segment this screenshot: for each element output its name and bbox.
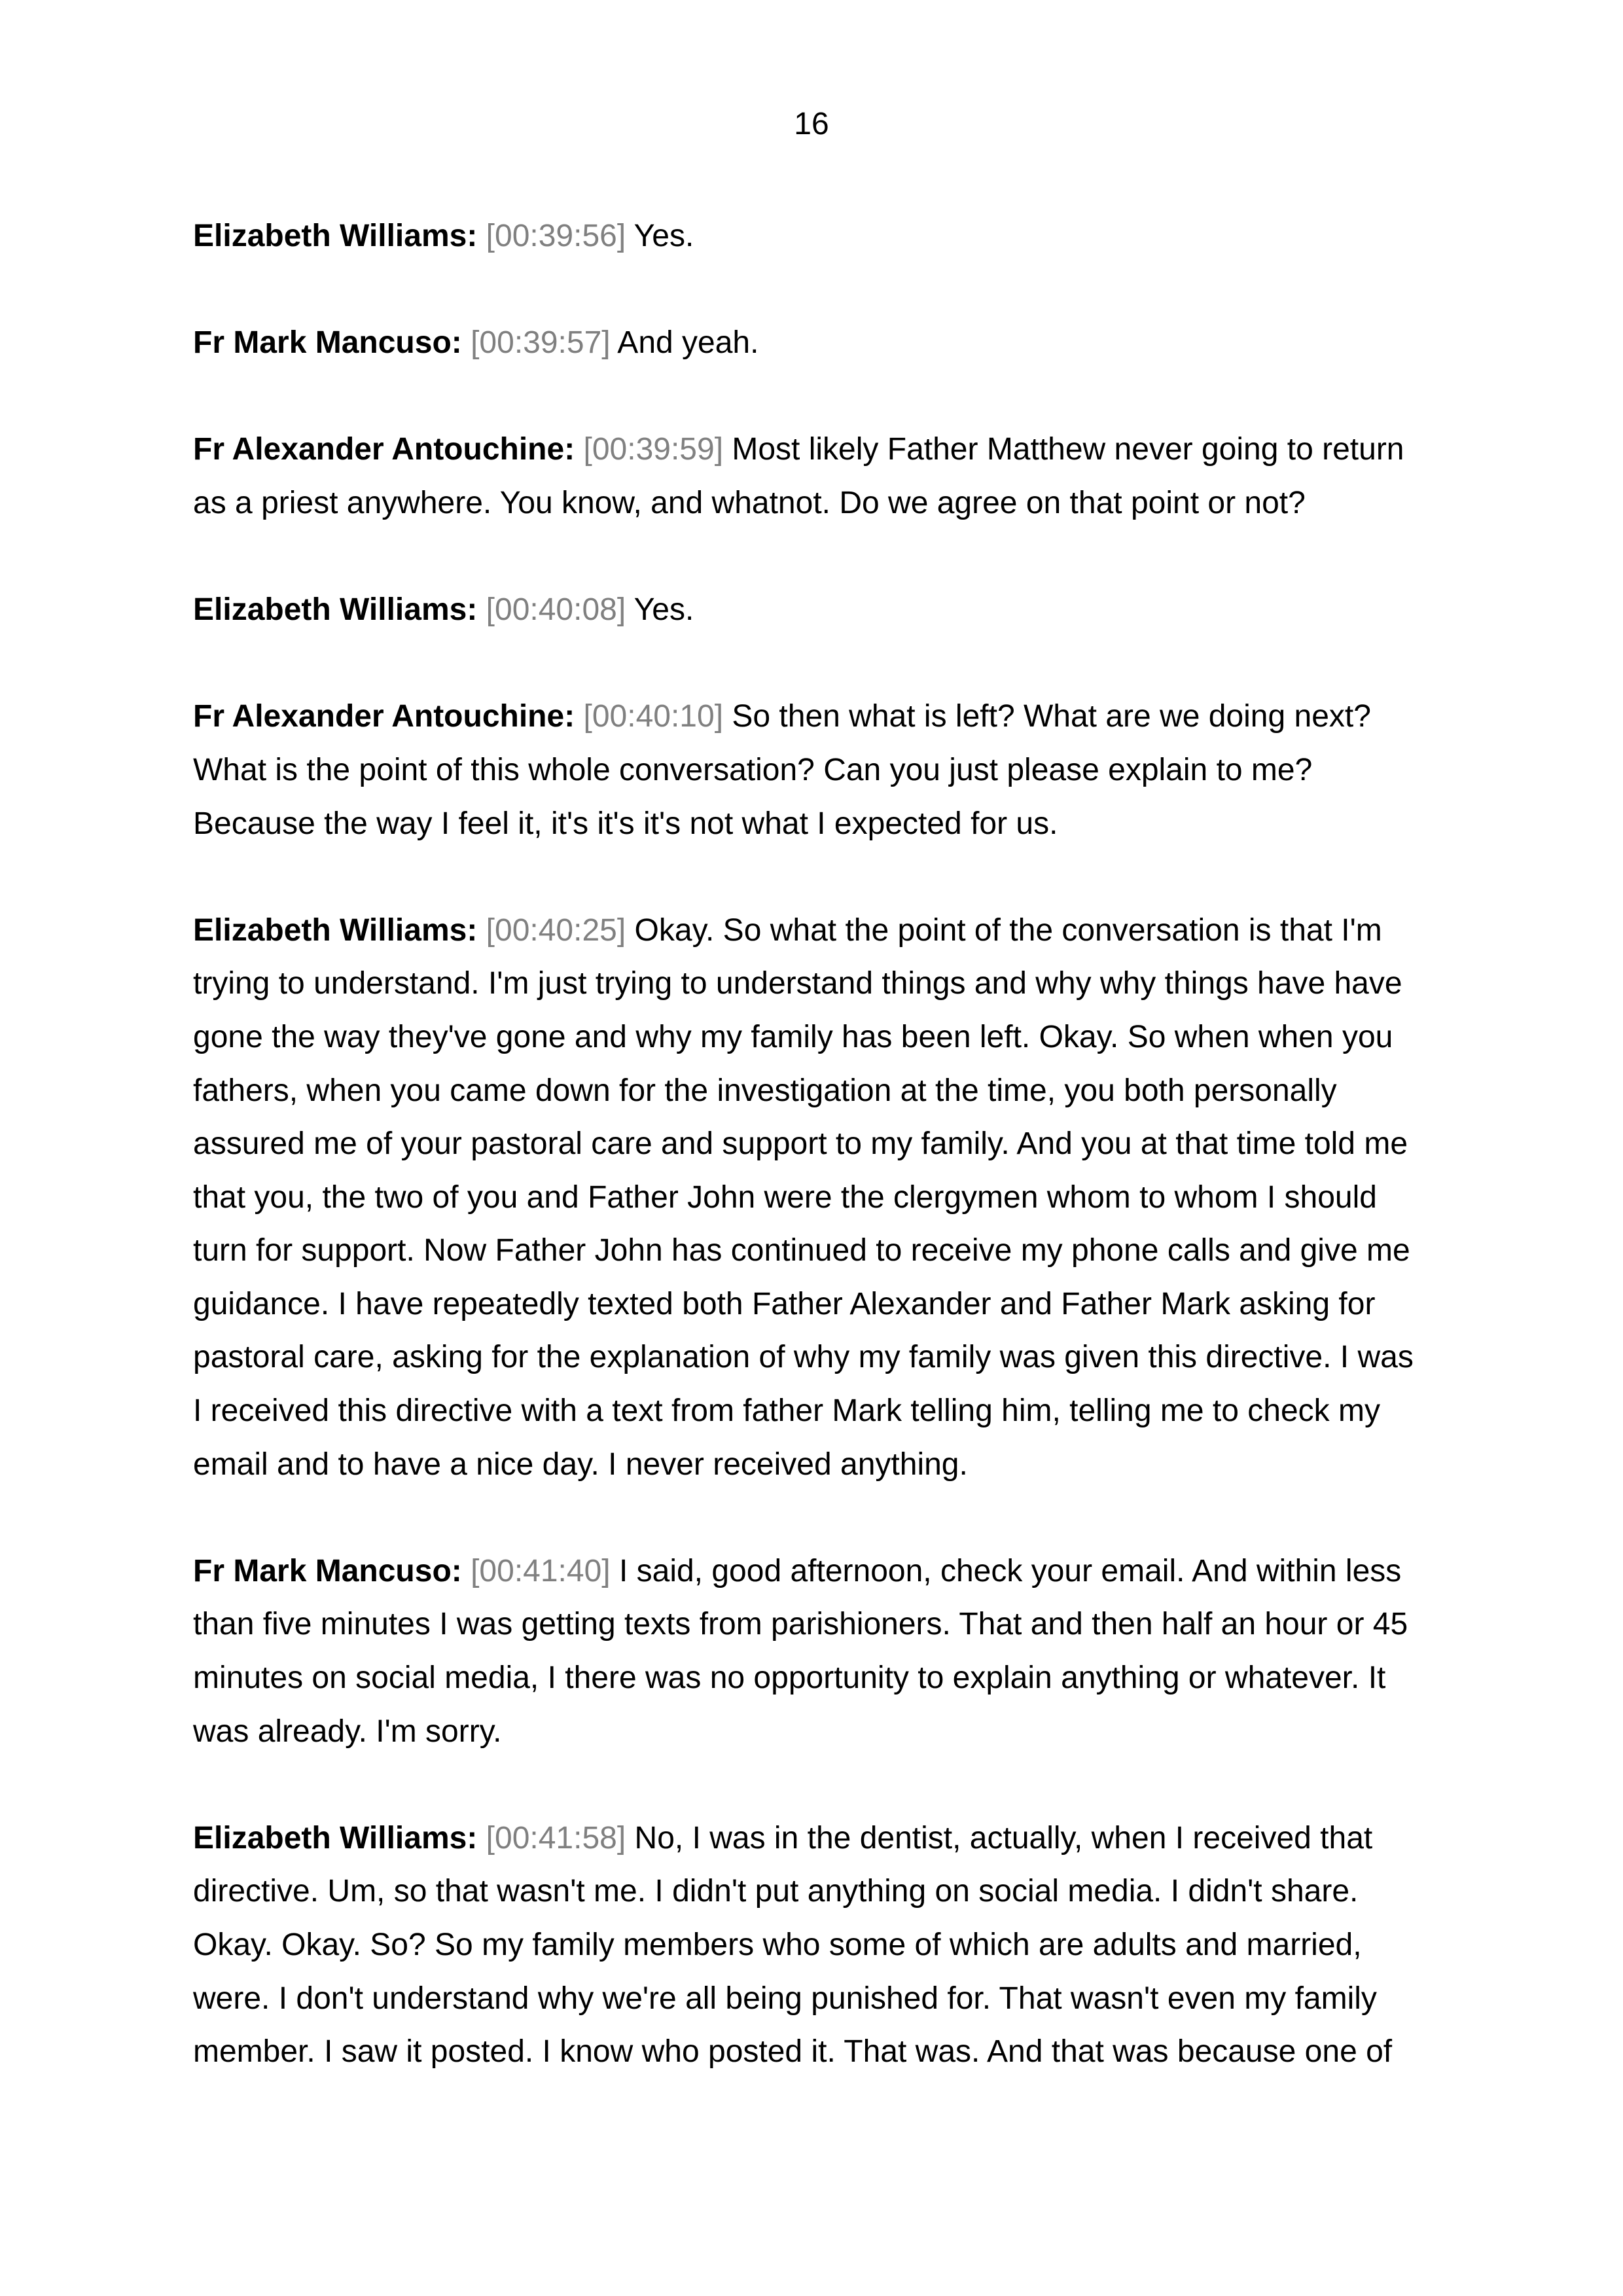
utterance-line: trying to understand. I'm just trying to understand things and why why things have have bbox=[193, 966, 1402, 1001]
utterance-line: member. I saw it posted. I know who posted it. That was. And that was because one of bbox=[193, 2034, 1393, 2070]
entry-first-line bbox=[193, 1812, 1450, 1865]
transcript-entry bbox=[193, 904, 1450, 1492]
utterance-line: Because the way I feel it, it's it's it's not what I expected for us. bbox=[193, 806, 1058, 841]
utterance-line: as a priest anywhere. You know, and whatnot. Do we agree on that point or not? bbox=[193, 485, 1306, 520]
timestamp: [00:41:58] bbox=[486, 1820, 626, 1856]
entry-first-line bbox=[193, 1545, 1450, 1598]
utterance-line: directive. Um, so that wasn't me. I didn't put anything on social media. I didn't share. bbox=[193, 1874, 1359, 1909]
utterance-line: fathers, when you came down for the investigation at the time, you both personally bbox=[193, 1073, 1337, 1108]
utterance-text: Okay. So what the point of the conversation is that I'm bbox=[634, 912, 1382, 948]
timestamp: [00:39:56] bbox=[486, 219, 626, 253]
utterance-line: minutes on social media, I there was no opportunity to explain anything or whatever. It bbox=[193, 1660, 1386, 1696]
utterance-line: were. I don't understand why we're all being punished for. That wasn't even my family bbox=[193, 1981, 1377, 2016]
utterance-text: And yeah. bbox=[617, 325, 759, 361]
entry-first-line bbox=[193, 904, 1450, 958]
utterance-line: email and to have a nice day. I never received anything. bbox=[193, 1446, 968, 1482]
utterance-line: was already. I'm sorry. bbox=[193, 1713, 502, 1749]
transcript-entry bbox=[193, 583, 1450, 637]
speaker-name: Elizabeth Williams: bbox=[193, 912, 478, 948]
timestamp: [00:41:40] bbox=[471, 1553, 611, 1588]
timestamp: [00:40:08] bbox=[486, 592, 626, 628]
transcript bbox=[193, 209, 1450, 2132]
timestamp: [00:40:25] bbox=[486, 912, 626, 948]
utterance-line: gone the way they've gone and why my family has been left. Okay. So when when you bbox=[193, 1019, 1393, 1054]
entry-first-line bbox=[193, 209, 1450, 263]
utterance-line: Okay. Okay. So? So my family members who some of which are adults and married, bbox=[193, 1928, 1362, 1962]
speaker-name: Fr Mark Mancuso: bbox=[193, 325, 462, 361]
utterance-line: that you, the two of you and Father John were the clergymen whom to whom I should bbox=[193, 1179, 1377, 1215]
speaker-name: Fr Alexander Antouchine: bbox=[193, 699, 575, 734]
transcript-entry bbox=[193, 316, 1450, 370]
utterance-text: Yes. bbox=[633, 592, 694, 628]
utterance-line: assured me of your pastoral care and support to my family. And you at that time told me bbox=[193, 1126, 1408, 1162]
timestamp: [00:40:10] bbox=[583, 699, 724, 734]
transcript-entry bbox=[193, 423, 1450, 529]
utterance-line: pastoral care, asking for the explanation of why my family was given this directive. I was bbox=[193, 1340, 1414, 1375]
timestamp: [00:39:57] bbox=[471, 325, 611, 361]
entry-first-line bbox=[193, 690, 1450, 744]
speaker-name: Elizabeth Williams: bbox=[193, 1820, 478, 1856]
transcript-entry bbox=[193, 1545, 1450, 1758]
page-number: 16 bbox=[794, 107, 829, 141]
entry-first-line bbox=[193, 583, 1450, 637]
utterance-text: Yes. bbox=[633, 219, 694, 253]
utterance-line: What is the point of this whole conversation? Can you just please explain to me? bbox=[193, 752, 1313, 787]
transcript-entry bbox=[193, 209, 1450, 263]
speaker-name: Fr Alexander Antouchine: bbox=[193, 432, 575, 467]
utterance-text: I said, good afternoon, check your email. And within less bbox=[618, 1553, 1402, 1588]
speaker-name: Elizabeth Williams: bbox=[193, 592, 478, 628]
utterance-text: No, I was in the dentist, actually, when I received that bbox=[634, 1820, 1373, 1856]
utterance-line: than five minutes I was getting texts from parishioners. That and then half an hour or 45 bbox=[193, 1607, 1408, 1642]
timestamp: [00:39:59] bbox=[583, 432, 724, 467]
transcript-entry bbox=[193, 1812, 1450, 2079]
entry-first-line bbox=[193, 316, 1450, 370]
speaker-name: Fr Mark Mancuso: bbox=[193, 1553, 462, 1588]
utterance-line: I received this directive with a text from father Mark telling him, telling me to check my bbox=[193, 1393, 1380, 1429]
utterance-text: Most likely Father Matthew never going to return bbox=[732, 432, 1404, 467]
utterance-line: turn for support. Now Father John has continued to receive my phone calls and give me bbox=[193, 1233, 1410, 1268]
speaker-name: Elizabeth Williams: bbox=[193, 219, 478, 253]
entry-first-line bbox=[193, 423, 1450, 476]
transcript-entry bbox=[193, 690, 1450, 850]
utterance-text: So then what is left? What are we doing next? bbox=[732, 699, 1371, 734]
utterance-line: guidance. I have repeatedly texted both Father Alexander and Father Mark asking for bbox=[193, 1286, 1376, 1321]
